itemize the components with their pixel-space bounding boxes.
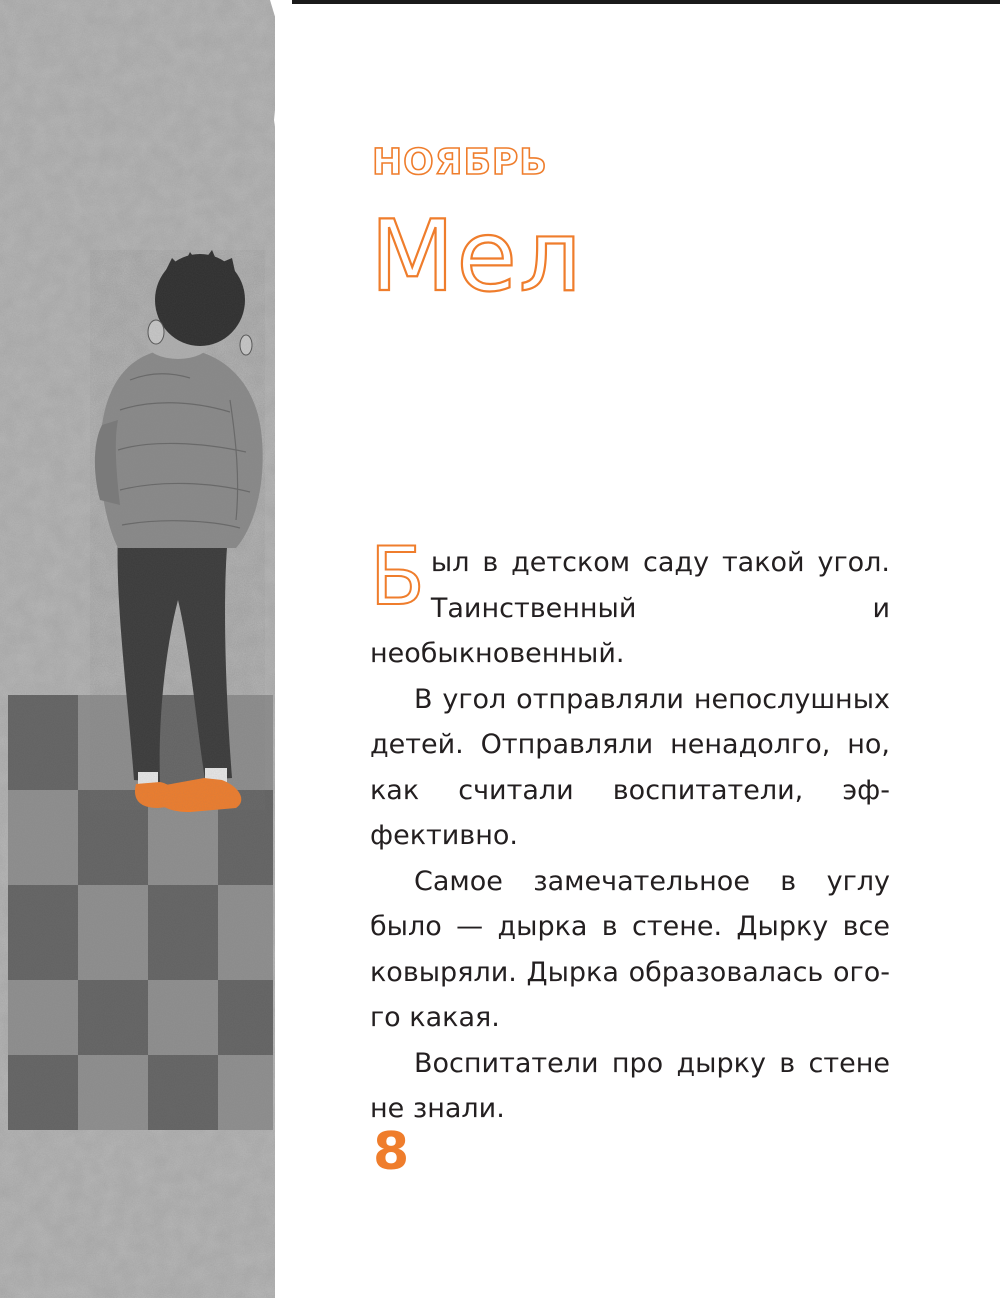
paragraph-2: В угол отправляли непослушных детей. Отправляли ненадолго, но, как считали воспитатели, эффективно. [370, 683, 890, 851]
story-text [370, 530, 890, 1132]
page-number: 8 [373, 1122, 410, 1182]
chapter-title: Мел [370, 200, 584, 314]
drop-cap: Б [370, 530, 425, 623]
month-heading: НОЯБРЬ [372, 142, 548, 183]
boy-figure [90, 250, 265, 812]
paragraph-1 [370, 530, 890, 677]
boy-standing-in-corner-icon [0, 0, 292, 1298]
paragraph-3: Самое замечательное в углу было — дырка в стене. Дырку все ковыряли. Дырка образовалась ого-го какая. [370, 865, 890, 1033]
paragraph-4: Воспитатели про дырку в стене не знали. [370, 1047, 890, 1124]
paragraph-1-text: ыл в детском саду такой угол. Таинственный и необыкновенный. [370, 547, 890, 669]
